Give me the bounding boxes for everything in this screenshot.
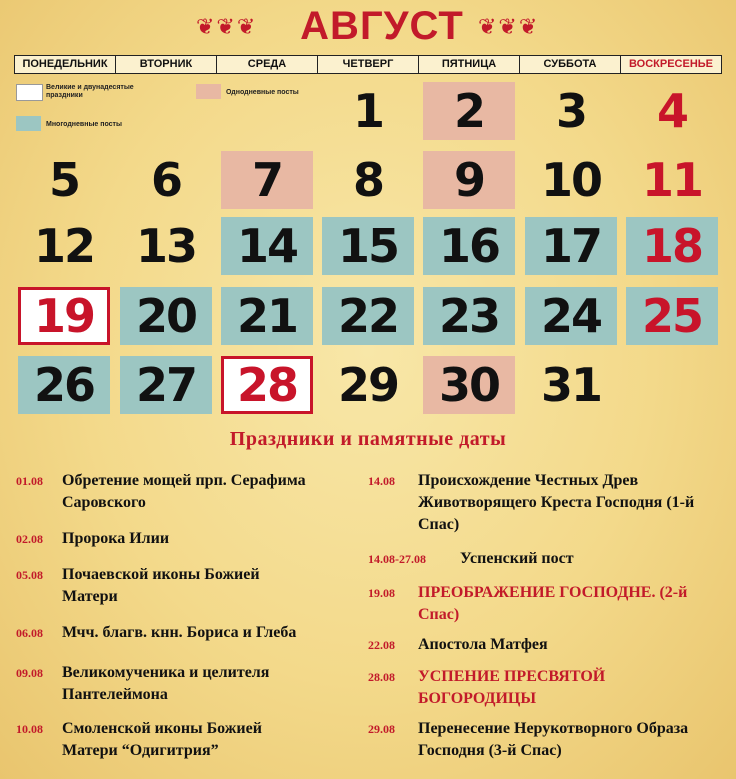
- event-date: 14.08: [368, 474, 395, 488]
- event-text: ПРЕОБРАЖЕНИЕ ГОСПОДНЕ. (2-й Спас): [418, 584, 688, 623]
- day-cell: 29: [337, 358, 398, 412]
- day-cell: 25: [626, 287, 718, 345]
- event-date: 14.08-27.08: [368, 552, 426, 566]
- day-cell: 3: [555, 84, 586, 138]
- event-item: [16, 470, 316, 514]
- event-item: [16, 528, 316, 550]
- weekday-friday: ПЯТНИЦА: [419, 56, 520, 73]
- event-text: Происхождение Честных Древ Животворящего Креста Господня (1-й Спас): [418, 472, 695, 533]
- event-text: Успенский пост: [460, 550, 574, 567]
- day-cell: 27: [120, 356, 212, 414]
- event-date: 06.08: [16, 626, 43, 640]
- day-cell: 7: [221, 151, 313, 209]
- event-date: 10.08: [16, 722, 43, 736]
- day-cell: 16: [423, 217, 515, 275]
- event-text: Апостола Матфея: [418, 636, 548, 653]
- event-text: Перенесение Нерукотворного Образа Господня (3-й Спас): [418, 720, 689, 759]
- day-cell: 11: [641, 153, 702, 207]
- legend-multiday-label: Многодневные посты: [46, 121, 122, 128]
- day-cell: 13: [135, 219, 196, 273]
- weekday-monday: ПОНЕДЕЛЬНИК: [15, 56, 116, 73]
- legend-swatch-multiday: [16, 116, 41, 131]
- event-item: [16, 622, 316, 644]
- event-date: 22.08: [368, 638, 395, 652]
- day-cell: 2: [423, 82, 515, 140]
- legend-swatch-oneday: [196, 84, 221, 99]
- day-cell: 22: [322, 287, 414, 345]
- day-cell: 8: [352, 153, 383, 207]
- legend-great-label: Великие и двунадесятые праздники: [46, 84, 134, 99]
- event-text: Великомученика и целителя Пантелеймона: [62, 664, 270, 703]
- weekday-saturday: СУББОТА: [520, 56, 621, 73]
- day-cell: 1: [352, 84, 383, 138]
- event-item: [368, 548, 718, 570]
- day-cell: 26: [18, 356, 110, 414]
- event-item: [368, 666, 718, 710]
- day-cell: 10: [540, 153, 601, 207]
- list-title: Праздники и памятные даты: [229, 428, 507, 450]
- weekday-header: [14, 55, 722, 74]
- weekday-sunday: ВОСКРЕСЕНЬЕ: [628, 58, 714, 70]
- left-ornament-icon: ❦❦❦: [196, 14, 258, 39]
- day-cell: 18: [626, 217, 718, 275]
- event-text: Обретение мощей прп. Серафима Саровского: [62, 472, 306, 511]
- day-cell: 15: [322, 217, 414, 275]
- day-cell: 19: [18, 287, 110, 345]
- day-cell: 4: [656, 84, 687, 138]
- day-cell: 5: [48, 153, 79, 207]
- day-cell: 20: [120, 287, 212, 345]
- day-cell: 21: [221, 287, 313, 345]
- event-date: 29.08: [368, 722, 395, 736]
- day-cell: 9: [423, 151, 515, 209]
- event-item: [16, 564, 316, 608]
- day-cell: 24: [525, 287, 617, 345]
- weekday-thursday: ЧЕТВЕРГ: [318, 56, 419, 73]
- day-cell: 17: [525, 217, 617, 275]
- event-item: [16, 718, 316, 762]
- day-cell: 23: [423, 287, 515, 345]
- event-text: УСПЕНИЕ ПРЕСВЯТОЙ БОГОРОДИЦЫ: [418, 668, 606, 707]
- event-item: [368, 470, 718, 536]
- event-date: 01.08: [16, 474, 43, 488]
- event-item: [368, 634, 718, 656]
- event-text: Мчч. благв. кнн. Бориса и Глеба: [62, 624, 297, 641]
- legend-oneday-label: Однодневные посты: [226, 89, 299, 96]
- event-item: [368, 718, 718, 762]
- month-title: АВГУСТ: [300, 4, 464, 48]
- event-text: Пророка Илии: [62, 530, 170, 547]
- day-cell: 12: [33, 219, 94, 273]
- event-date: 09.08: [16, 666, 43, 680]
- weekday-wednesday: СРЕДА: [217, 56, 318, 73]
- event-date: 02.08: [16, 532, 43, 546]
- event-item: [368, 582, 718, 626]
- event-date: 28.08: [368, 670, 395, 684]
- day-cell: 31: [540, 358, 601, 412]
- day-cell: 14: [221, 217, 313, 275]
- legend-swatch-great: [16, 84, 43, 101]
- day-cell: 28: [221, 356, 313, 414]
- day-cell: 30: [423, 356, 515, 414]
- event-text: Смоленской иконы Божией Матери “Одигитрия”: [62, 720, 262, 759]
- weekday-tuesday: ВТОРНИК: [116, 56, 217, 73]
- event-text: Почаевской иконы Божией Матери: [62, 566, 260, 605]
- event-date: 05.08: [16, 568, 43, 582]
- day-cell: 6: [150, 153, 181, 207]
- event-item: [16, 662, 316, 706]
- right-ornament-icon: ❦❦❦: [478, 14, 540, 39]
- event-date: 19.08: [368, 586, 395, 600]
